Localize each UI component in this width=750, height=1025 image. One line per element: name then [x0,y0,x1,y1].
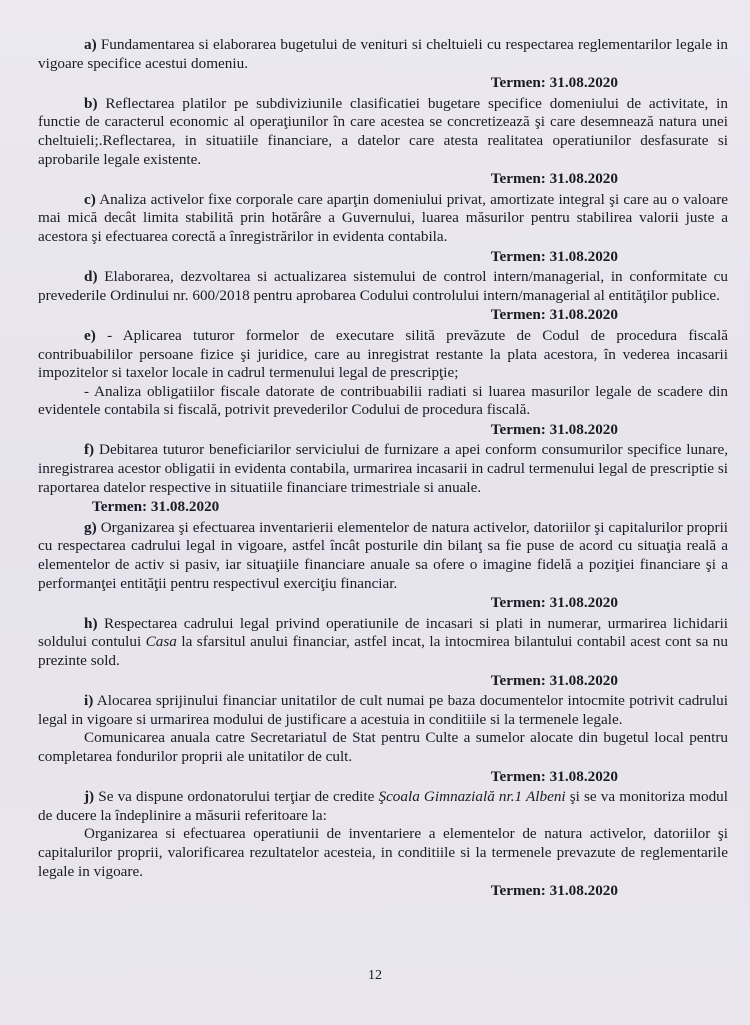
section-h-text-before: Respectarea cadrului legal privind operatiunile de incasari si plati in numerar, urmarirea lichidarii soldului contului [38,614,729,651]
section-j-text-italic: Şcoala Gimnazială nr.1 Albeni [378,788,566,806]
section-b-label: b) [84,94,98,112]
section-a-label: a) [84,36,97,53]
document-body [38,36,728,903]
section-i-part-2 [38,729,728,766]
section-c [38,191,728,247]
section-h-termen: Termen: 31.08.2020 [490,671,618,689]
section-g-termen: Termen: 31.08.2020 [490,594,618,612]
section-j-text-2: Organizarea si efectuarea operatiunii de inventariere a elementelor de natura activelor, datoriilor şi capitalurilor proprii, valorificarea rezultatelor acesteia, in conditiile si la termenele prevazute de reglementarile legale in vigoare. [38,825,728,880]
section-i [38,692,728,729]
section-f-label: f) [84,441,95,459]
section-b-termen: Termen: 31.08.2020 [490,170,618,188]
section-f [38,441,728,497]
section-i-termen: Termen: 31.08.2020 [490,767,618,785]
section-h-label: h) [84,614,98,632]
section-d [38,268,728,305]
section-e-part-2 [38,383,728,420]
section-a-text: Fundamentarea si elaborarea bugetului de venituri si cheltuieli cu respectarea reglementarilor legale in vigoare specifice acestui domeniu. [38,36,729,72]
section-j-label: j) [84,788,95,806]
section-h-text-after: la sfarsitul anului financiar, astfel incat, la intocmirea bilantului contabil acest cont sa nu prezinte sold. [38,633,728,669]
section-i-text-2: Comunicarea anuala catre Secretariatul de Stat pentru Culte a sumelor alocate din bugetul local pentru completarea fondurilor proprii ale unitatilor de cult. [38,729,728,765]
section-d-label: d) [84,268,98,286]
section-b [38,95,728,169]
section-g-text: Organizarea şi efectuarea inventarierii elementelor de natura activelor, datoriilor şi capitalurilor proprii cu respectarea cadrului legal in vigoare, astfel încât posturile din bilanţ sa fie puse de acord cu situaţia reală a elementelor de activ si pasiv, iar situaţiile financiare anuale sa ofere o imagine fidelă a poziţiei financiare şi a performanţei entităţii pentru respectivul exerciţiu financiar. [38,518,729,592]
section-j-part-2 [38,825,728,881]
section-j-text-after: şi se va monitoriza modul de ducere la îndeplinire a măsurii referitoare la: [38,788,728,824]
section-h [38,615,728,671]
section-c-text: Analiza activelor fixe corporale care aparţin domeniului privat, amortizate integral şi care au o valoare mai mică decât limita stabilită prin hotărâre a Guvernului, luarea măsurilor pentru stabilirea valorii juste a acestora şi efectuarea corectă a înregistrărilor in evidenta contabila. [38,190,728,245]
section-j-termen: Termen: 31.08.2020 [490,882,618,900]
section-e-termen: Termen: 31.08.2020 [490,420,618,438]
section-a [38,36,728,73]
section-c-label: c) [84,190,96,208]
page-number: 12 [368,968,382,983]
section-g-label: g) [84,518,97,536]
section-d-termen: Termen: 31.08.2020 [490,306,618,324]
section-f-termen: Termen: 31.08.2020 [92,498,220,516]
section-g [38,519,728,593]
section-a-termen: Termen: 31.08.2020 [490,74,618,92]
section-h-text-italic: Casa [145,633,177,651]
section-c-termen: Termen: 31.08.2020 [490,247,618,265]
section-j-text-before: Se va dispune ordonatorului terţiar de credite [98,788,379,806]
section-e-label: e) [84,326,96,344]
section-i-label: i) [84,692,94,710]
section-e [38,327,728,383]
section-f-text: Debitarea tuturor beneficiarilor serviciului de furnizare a apei conform consumurilor specifice lunare, inregistrarea acestor obligatii in evidenta contabila, urmarirea incasarii in cadrul termenului legal de prescriptie si raportarea datelor respective in situatiile financiare trimestriale si anuale. [38,441,728,496]
section-e-text-1: - Aplicarea tuturor formelor de executare silită prevăzute de Codul de procedura fiscală contribuabililor persoane fizice şi juridice, care au inregistrat restante la plata acestora, în vederea incasarii impozitelor si taxelor locale in cadrul termenului legal de prescripţie; [38,326,728,382]
section-j [38,788,728,825]
section-b-text: Reflectarea platilor pe subdiviziunile clasificatiei bugetare specifice domeniului de activitate, in functie de caracterul economic al operaţiunilor în care acestea se concretizează şi care desemnează natura unei cheltuieli;.Reflectarea, in situatiile financiare, a datelor care atesta realitatea operatiunilor desfasurate si aprobarile legale existente. [38,94,728,168]
section-d-text: Elaborarea, dezvoltarea si actualizarea sistemului de control intern/managerial, in conformitate cu prevederile Ordinului nr. 600/2018 pentru aprobarea Codului controlului intern/managerial al entităţilor publice. [38,268,728,304]
section-i-text-1: Alocarea sprijinului financiar unitatilor de cult numai pe baza documentelor intocmite potrivit cadrului legal in vigoare si urmarirea modului de justificare a acestuia in conditiile si la termenele legale. [38,692,728,728]
section-e-text-2: - Analiza obligatiilor fiscale datorate de contribuabilii radiati si luarea masurilor legale de scadere din evidentele contabila si fiscală, potrivit prevederilor Codului de procedura fiscală. [38,382,728,419]
